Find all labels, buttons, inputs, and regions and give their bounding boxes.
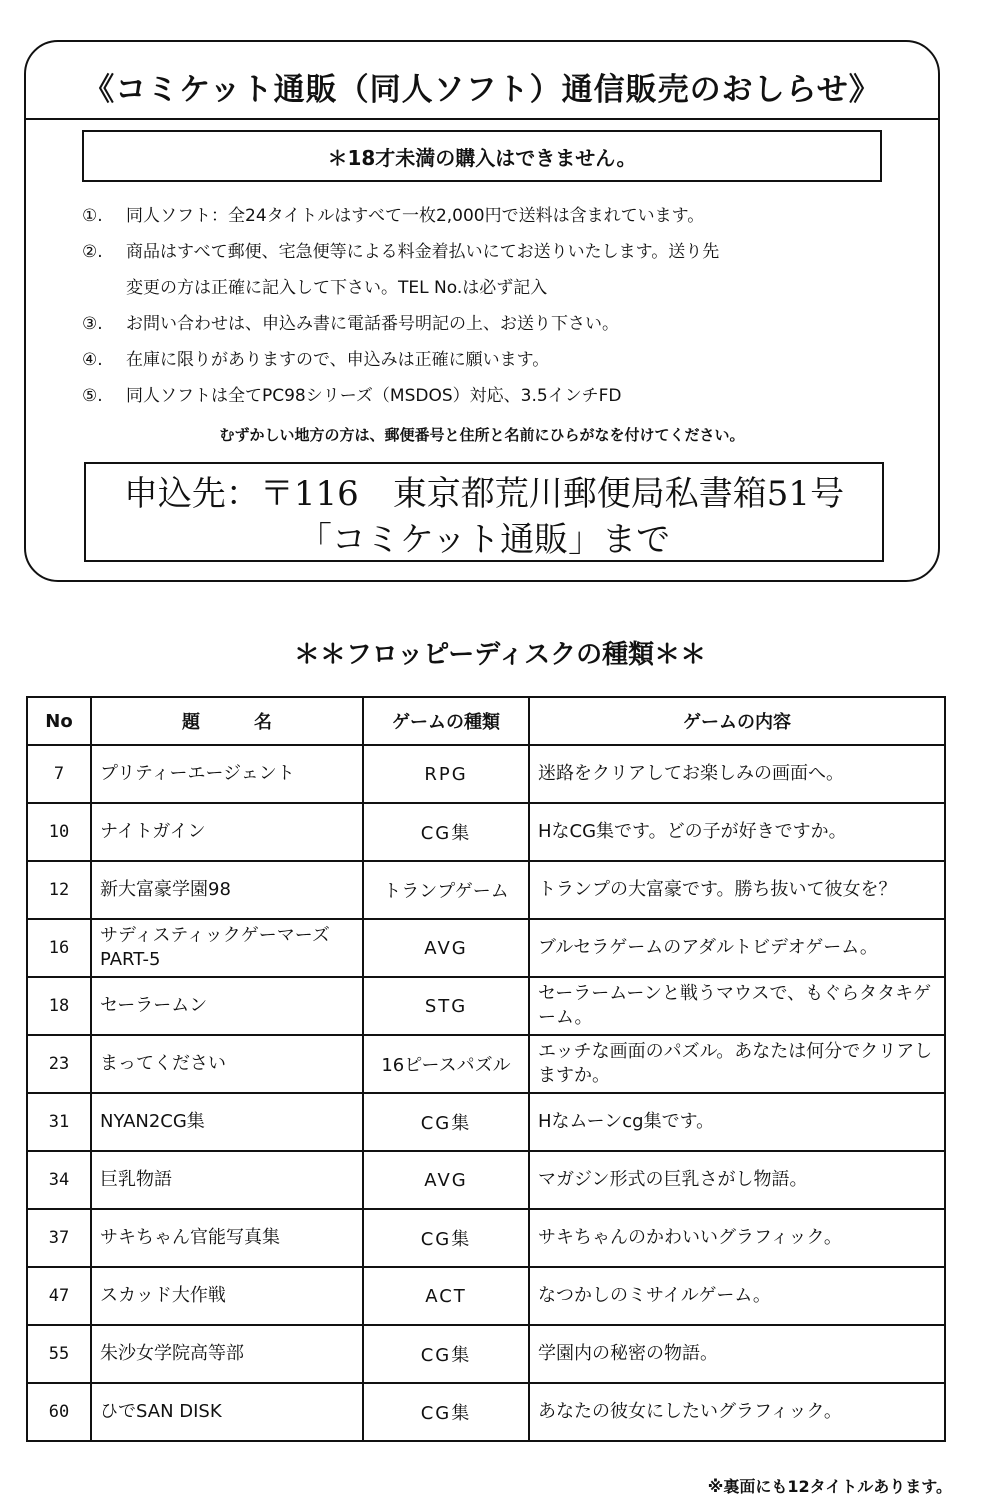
rule-item: [82, 306, 912, 342]
age-restriction-text: ＊18才未満の購入はできません。: [327, 145, 637, 170]
table-row: [27, 1035, 945, 1093]
cell-no: 12: [27, 861, 91, 919]
cell-title: スカッド大作戦: [91, 1267, 363, 1325]
notice-divider: [26, 118, 938, 120]
cell-title: 巨乳物語: [91, 1151, 363, 1209]
cell-desc: Hなムーンcg集です。: [529, 1093, 945, 1151]
rule-item: [82, 342, 912, 378]
rules-list: [82, 198, 912, 414]
cell-type: CG集: [363, 1325, 529, 1383]
cell-desc: 学園内の秘密の物語。: [529, 1325, 945, 1383]
cell-desc: 迷路をクリアしてお楽しみの画面へ。: [529, 745, 945, 803]
age-restriction-box: [82, 130, 882, 182]
table-row: [27, 803, 945, 861]
rule-number: ①.: [82, 206, 103, 226]
header-title: 題 名: [91, 697, 363, 745]
cell-title: サキちゃん官能写真集: [91, 1209, 363, 1267]
table-row: [27, 745, 945, 803]
rule-text: お問い合わせは、申込み書に電話番号明記の上、お送り下さい。: [126, 314, 619, 334]
table-row: [27, 1209, 945, 1267]
cell-title: ナイトガイン: [91, 803, 363, 861]
cell-no: 16: [27, 919, 91, 977]
cell-title: まってください: [91, 1035, 363, 1093]
cell-type: CG集: [363, 803, 529, 861]
address-line: 申込先：〒116 東京都荒川郵便局私書箱51号: [123, 474, 845, 514]
table-header-row: [27, 697, 945, 745]
rule-item: [82, 198, 912, 234]
rule-item: [82, 378, 912, 414]
cell-no: 31: [27, 1093, 91, 1151]
rule-text-continued: 変更の方は正確に記入して下さい。TEL No.は必ず記入: [126, 278, 548, 298]
rule-number: ②.: [82, 242, 103, 262]
cell-no: 55: [27, 1325, 91, 1383]
cell-desc: トランプの大富豪です。勝ち抜いて彼女を？: [529, 861, 945, 919]
cell-title: 新大富豪学園98: [91, 861, 363, 919]
table-row: [27, 919, 945, 977]
cell-title: 朱沙女学院高等部: [91, 1325, 363, 1383]
cell-type: AVG: [363, 919, 529, 977]
cell-type: AVG: [363, 1151, 529, 1209]
cell-title: ひでSAN DISK: [91, 1383, 363, 1441]
cell-type: CG集: [363, 1209, 529, 1267]
table-row: [27, 861, 945, 919]
rule-text: 同人ソフトは全てPC98シリーズ（MSDOS）対応、3.5インチFD: [126, 386, 622, 406]
rule-number: ⑤.: [82, 386, 103, 406]
cell-no: 60: [27, 1383, 91, 1441]
rule-number: ④.: [82, 350, 103, 370]
cell-no: 10: [27, 803, 91, 861]
cell-no: 34: [27, 1151, 91, 1209]
cell-type: トランプゲーム: [363, 861, 529, 919]
notice-title: 《コミケット通販（同人ソフト）通信販売のおしらせ》: [83, 72, 881, 108]
cell-desc: HなCG集です。どの子が好きですか。: [529, 803, 945, 861]
cell-desc: サキちゃんのかわいいグラフィック。: [529, 1209, 945, 1267]
cell-title: サディスティックゲーマーズ PART-5: [91, 919, 363, 977]
cell-type: RPG: [363, 745, 529, 803]
rule-text: 在庫に限りがありますので、申込みは正確に願います。: [126, 350, 550, 370]
notice-box: [24, 40, 940, 582]
table-row: [27, 1325, 945, 1383]
cell-desc: ブルセラゲームのアダルトビデオゲーム。: [529, 919, 945, 977]
cell-no: 37: [27, 1209, 91, 1267]
header-no: No: [27, 697, 91, 745]
cell-desc: あなたの彼女にしたいグラフィック。: [529, 1383, 945, 1441]
cell-desc: セーラームーンと戦うマウスで、もぐらタタキゲーム。: [529, 977, 945, 1035]
rule-number: ③.: [82, 314, 103, 334]
table-row: [27, 977, 945, 1035]
cell-title: NYAN2CG集: [91, 1093, 363, 1151]
cell-no: 18: [27, 977, 91, 1035]
cell-title: プリティーエージェント: [91, 745, 363, 803]
table-row: [27, 1151, 945, 1209]
floppy-catalog-table: [26, 696, 946, 1442]
table-row: [27, 1267, 945, 1325]
cell-desc: エッチな画面のパズル。あなたは何分でクリアしますか。: [529, 1035, 945, 1093]
cell-type: CG集: [363, 1093, 529, 1151]
table-row: [27, 1383, 945, 1441]
cell-desc: マガジン形式の巨乳さがし物語。: [529, 1151, 945, 1209]
cell-type: STG: [363, 977, 529, 1035]
footer-note: ※裏面にも12タイトルあります。: [707, 1477, 952, 1496]
section-title: ＊＊フロッピーディスクの種類＊＊: [293, 640, 707, 670]
rule-item: [82, 234, 912, 306]
address-box: [84, 462, 884, 562]
cell-no: 47: [27, 1267, 91, 1325]
table-row: [27, 1093, 945, 1151]
rule-text: 商品はすべて郵便、宅急便等による料金着払いにてお送りいたします。送り先: [126, 242, 720, 262]
cell-type: ACT: [363, 1267, 529, 1325]
cell-desc: なつかしのミサイルゲーム。: [529, 1267, 945, 1325]
cell-type: CG集: [363, 1383, 529, 1441]
cell-type: 16ピースパズル: [363, 1035, 529, 1093]
header-desc: ゲームの内容: [529, 697, 945, 745]
hiragana-note: むずかしい地方の方は、郵便番号と住所と名前にひらがなを付けてください。: [219, 426, 745, 444]
header-type: ゲームの種類: [363, 697, 529, 745]
cell-title: セーラームン: [91, 977, 363, 1035]
address-line: 「コミケット通販」まで: [297, 520, 671, 560]
cell-no: 23: [27, 1035, 91, 1093]
cell-no: 7: [27, 745, 91, 803]
rule-text: 同人ソフト：全24タイトルはすべて一枚2,000円で送料は含まれています。: [126, 206, 705, 226]
